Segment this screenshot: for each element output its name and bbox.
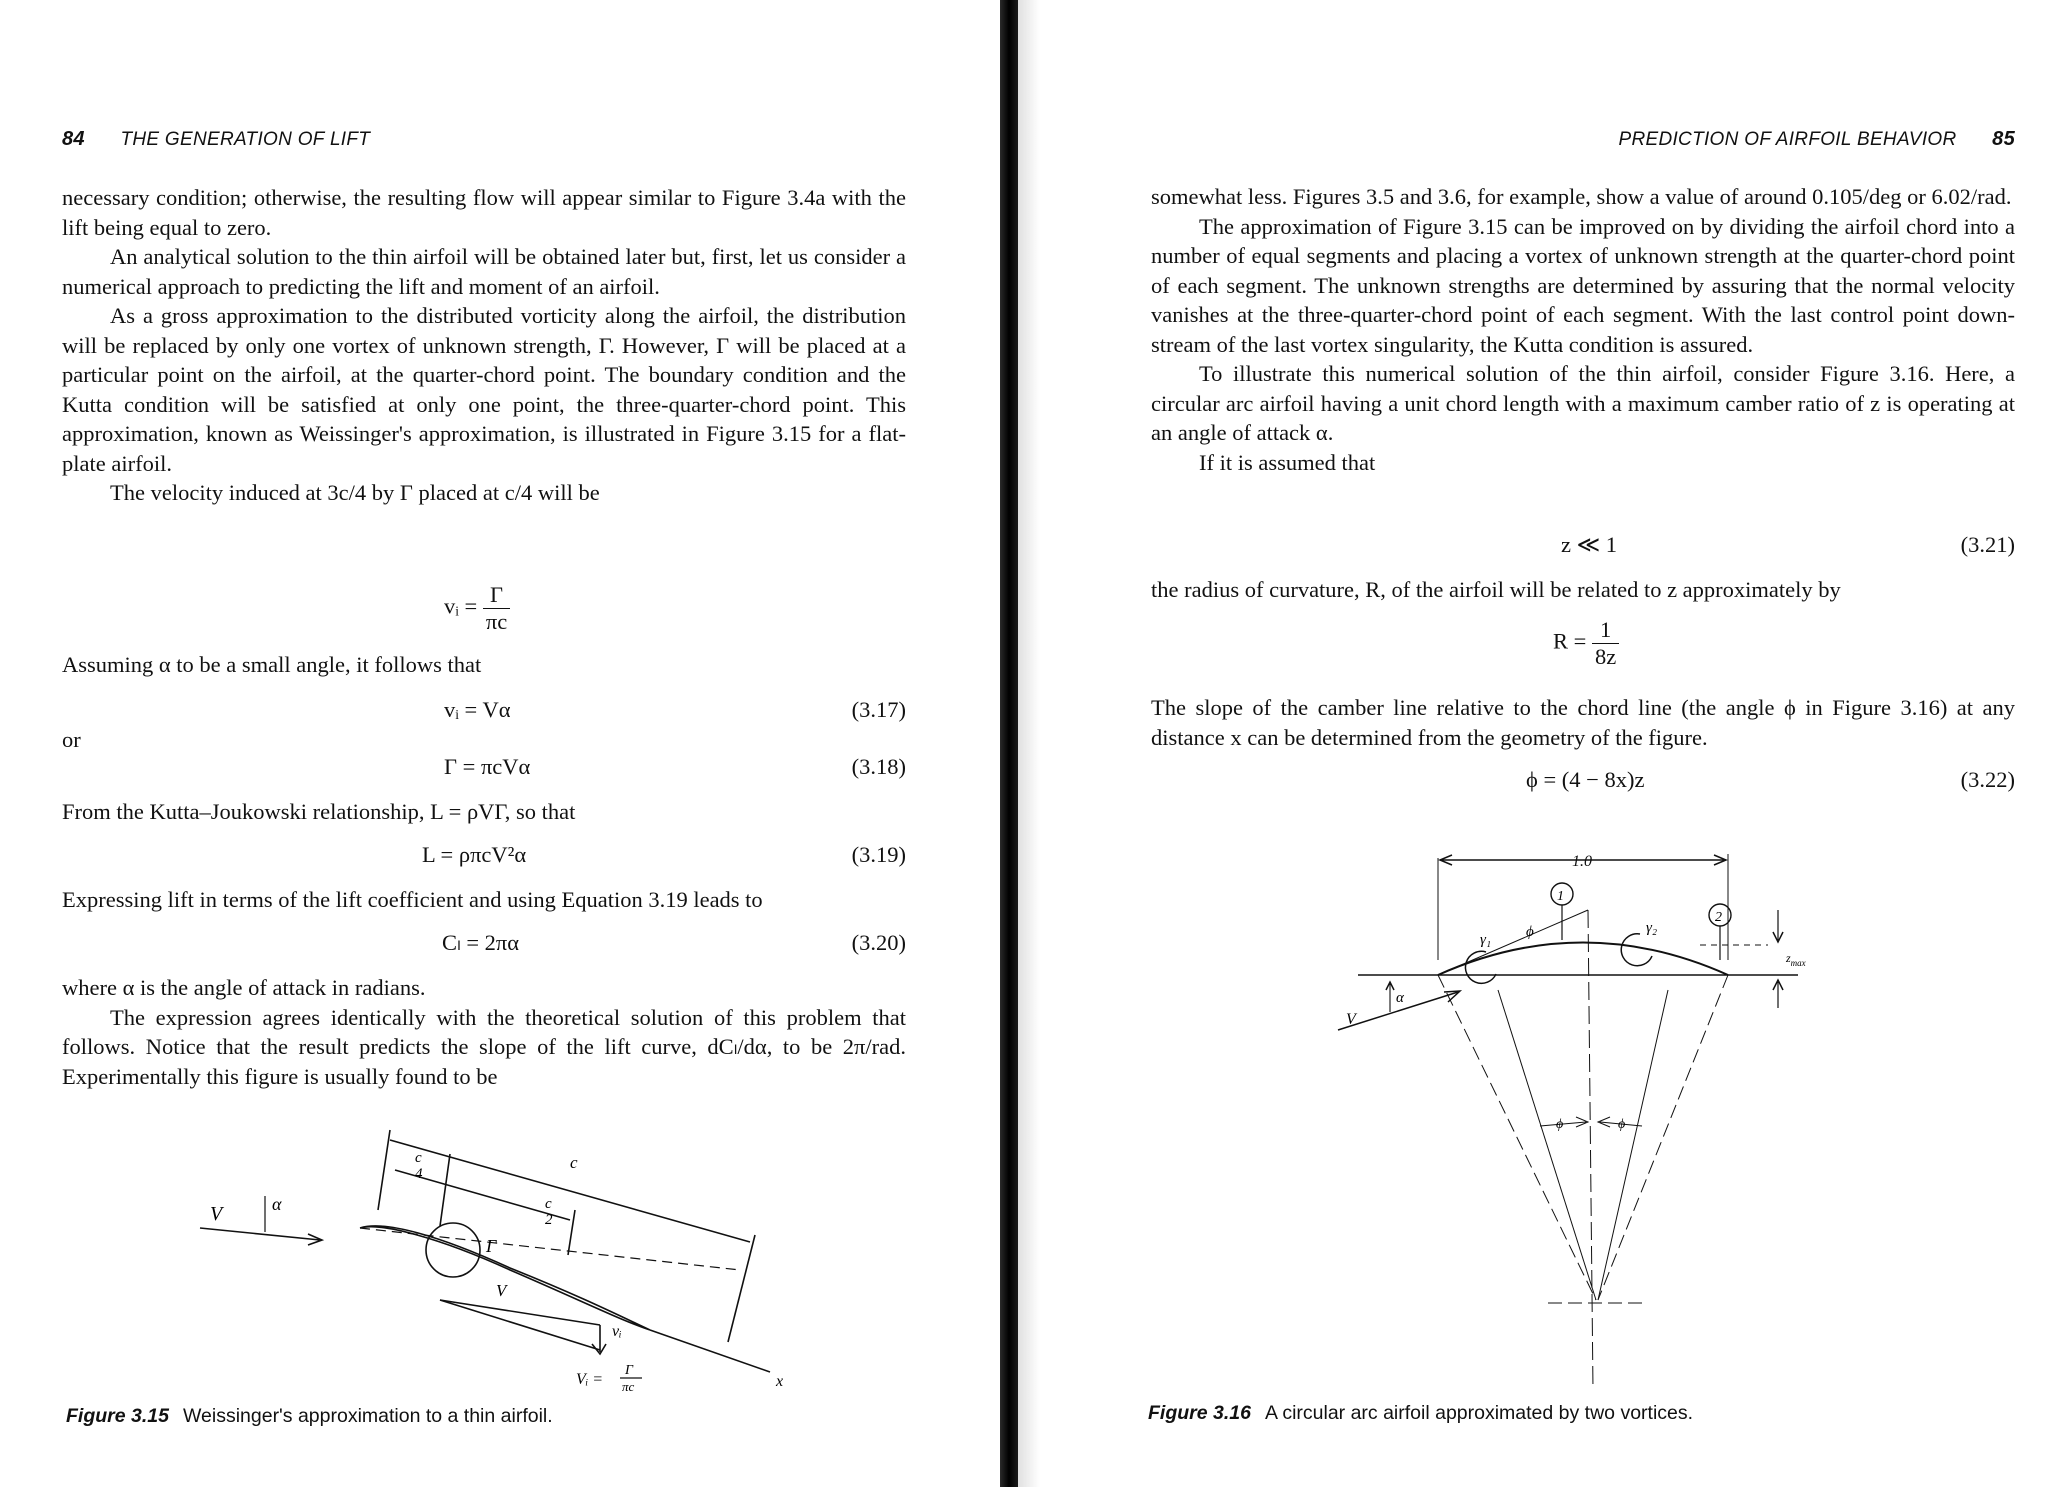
figure-caption-text: Weissinger's approximation to a thin airfoil.: [182, 1405, 553, 1427]
left-body-bottom: [62, 973, 906, 1091]
label-V: V: [210, 1203, 223, 1225]
equation-3-20: [62, 928, 906, 958]
label-bottom-den: πc: [622, 1379, 635, 1394]
label-phi-right: ϕ: [1618, 1117, 1626, 1132]
right-page: [1018, 0, 2048, 1487]
paragraph: As a gross approximation to the distributed vorticity along the airfoil, the distribution will be replaced by only one vortex of unknown strength, Γ. However, Γ will be placed at a particular point on the airfoil, at the quarter-chord point. The boundary condition and the Kutta condition will be satisfied at only one point, the three-quarter-chord point. This approximation, known as Weissinger's approximation, is illustrated in Figure 3.15 for a flat-plate airfoil.: [62, 303, 906, 476]
running-head-title: PREDICTION OF AIRFOIL BEHAVIOR: [1618, 129, 1957, 150]
figure-3-16-diagram: [1318, 840, 1838, 1400]
figure-3-15-diagram: [180, 1110, 800, 1400]
paragraph: necessary condition; otherwise, the resulting flow will appear similar to Figure 3.4a with the lift being equal to zero.: [62, 185, 906, 240]
or-text: or: [62, 727, 81, 752]
figure-label: Figure 3.15: [66, 1405, 169, 1427]
equation-3-18: [62, 752, 906, 782]
equation-vi: [62, 582, 906, 634]
equation-lhs: vᵢ =: [444, 593, 478, 619]
paragraph-assume: Assuming α to be a small angle, it follows that: [62, 652, 482, 677]
right-body-top: [1151, 182, 2015, 477]
fraction-denominator: 8z: [1594, 644, 1617, 669]
right-running-head: [1572, 128, 2015, 151]
label-x: x: [776, 1373, 784, 1390]
book-spine: [1000, 0, 1018, 1487]
label-c4-num: c: [415, 1150, 422, 1166]
equation-3-19: [62, 840, 906, 870]
paragraph-radius: the radius of curvature, R, of the airfoil will be related to z approximately by: [1151, 577, 1841, 602]
label-c2-den: 2: [545, 1212, 553, 1228]
paragraph-expressing: Expressing lift in terms of the lift coefficient and using Equation 3.19 leads to: [62, 887, 763, 912]
equation-body: Γ = πcVα: [444, 754, 531, 779]
label-control-1: 1: [1557, 889, 1564, 904]
equation-3-17: [62, 695, 906, 725]
equation-body: L = ρπcV²α: [422, 842, 527, 867]
label-V-induced: V: [496, 1281, 507, 1300]
left-body-top: [62, 183, 906, 508]
label-c: c: [570, 1153, 578, 1172]
label-vi: vᵢ: [612, 1323, 622, 1340]
paragraph: The expression agrees identically with the theoretical solution of this problem that follows. Notice that the result predicts the slope of the lift curve, dCₗ/dα, to be 2π/rad. Experimentally this figure is usually found to be: [62, 1004, 906, 1089]
equation-lhs: R =: [1553, 628, 1587, 654]
label-bottom-lhs: Vᵢ =: [576, 1371, 604, 1388]
equation-number: (3.19): [851, 842, 906, 867]
label-zmax: [1785, 951, 1806, 968]
figure-caption-text: A circular arc airfoil approximated by two vortices.: [1264, 1402, 1694, 1424]
label-gamma1: γ₁: [1480, 932, 1492, 948]
label-max-sub: max: [1790, 958, 1806, 968]
label-c4-den: 4: [415, 1166, 423, 1182]
paragraph: The approximation of Figure 3.15 can be improved on by dividing the airfoil chord into a number of equal segments and placing a vortex of unknown strength at the quarter-chord point of each segment. The unknown strengths are determined by assuring that the normal velocity vanishes at the three-quarter-chord point of each segment. With the last control point down-stream of the last vortex singularity, the Kutta condition is assured.: [1151, 213, 2015, 357]
page-number: 84: [62, 128, 85, 150]
label-z: z: [1786, 951, 1791, 965]
label-phi-left: ϕ: [1556, 1117, 1564, 1132]
left-running-head: [62, 128, 370, 151]
equation-number: (3.21): [1960, 532, 2015, 557]
fraction: [1592, 617, 1619, 670]
label-V: V: [1346, 1011, 1356, 1028]
equation-number: (3.18): [851, 754, 906, 779]
equation-body: Cₗ = 2πα: [442, 930, 520, 955]
paragraph-slope: The slope of the camber line relative to the chord line (the angle ϕ in Figure 3.16) at any distance x can be determined from the geometry of the figure.: [1151, 695, 2015, 750]
figure-3-15-caption: [66, 1405, 553, 1428]
equation-3-22: [1151, 765, 2015, 795]
label-bottom-num: Γ: [625, 1363, 633, 1378]
figure-label: Figure 3.16: [1148, 1402, 1251, 1424]
label-control-2: 2: [1715, 910, 1722, 925]
figure-3-16-caption: [1148, 1402, 1693, 1425]
label-gamma2: γ₂: [1646, 920, 1658, 936]
paragraph: where α is the angle of attack in radians.: [62, 975, 426, 1000]
equation-R: [1151, 617, 2015, 673]
equation-number: (3.22): [1960, 767, 2015, 792]
equation-number: (3.17): [851, 697, 906, 722]
label-phi: ϕ: [1526, 924, 1534, 940]
running-head-title: THE GENERATION OF LIFT: [120, 129, 371, 150]
fraction-numerator: Γ: [483, 582, 510, 609]
paragraph: If it is assumed that: [1199, 449, 1376, 475]
paragraph: An analytical solution to the thin airfoil will be obtained later but, first, let us consider a numerical approach to predicting the lift and moment of an airfoil.: [62, 244, 906, 299]
equation-body: ϕ = (4 − 8x)z: [1526, 767, 1645, 792]
label-c2-num: c: [545, 1196, 552, 1212]
page-number: 85: [1992, 128, 2015, 150]
label-alpha: α: [272, 1194, 282, 1214]
left-page: [0, 0, 1000, 1487]
label-gamma: Γ: [486, 1236, 497, 1256]
paragraph: somewhat less. Figures 3.5 and 3.6, for example, show a value of around 0.105/deg or 6.02/rad.: [1151, 184, 2012, 209]
equation-3-21: [1151, 530, 2015, 560]
fraction-denominator: πc: [485, 609, 508, 634]
label-alpha: α: [1396, 990, 1404, 1006]
paragraph: The velocity induced at 3c/4 by Γ placed at c/4 will be: [110, 480, 600, 505]
paragraph-kutta: From the Kutta–Joukowski relationship, L = ρVΓ, so that: [62, 799, 576, 824]
paragraph: To illustrate this numerical solution of the thin airfoil, consider Figure 3.16. Here, a circular arc airfoil having a unit chord length with a maximum camber ratio of z is operating at an angle of attack α.: [1151, 361, 2015, 445]
equation-number: (3.20): [851, 930, 906, 955]
fraction: [483, 582, 510, 635]
label-chord: 1.0: [1572, 853, 1592, 870]
equation-body: z ≪ 1: [1561, 532, 1618, 557]
fraction-numerator: 1: [1592, 617, 1619, 644]
equation-body: vᵢ = Vα: [444, 697, 511, 722]
